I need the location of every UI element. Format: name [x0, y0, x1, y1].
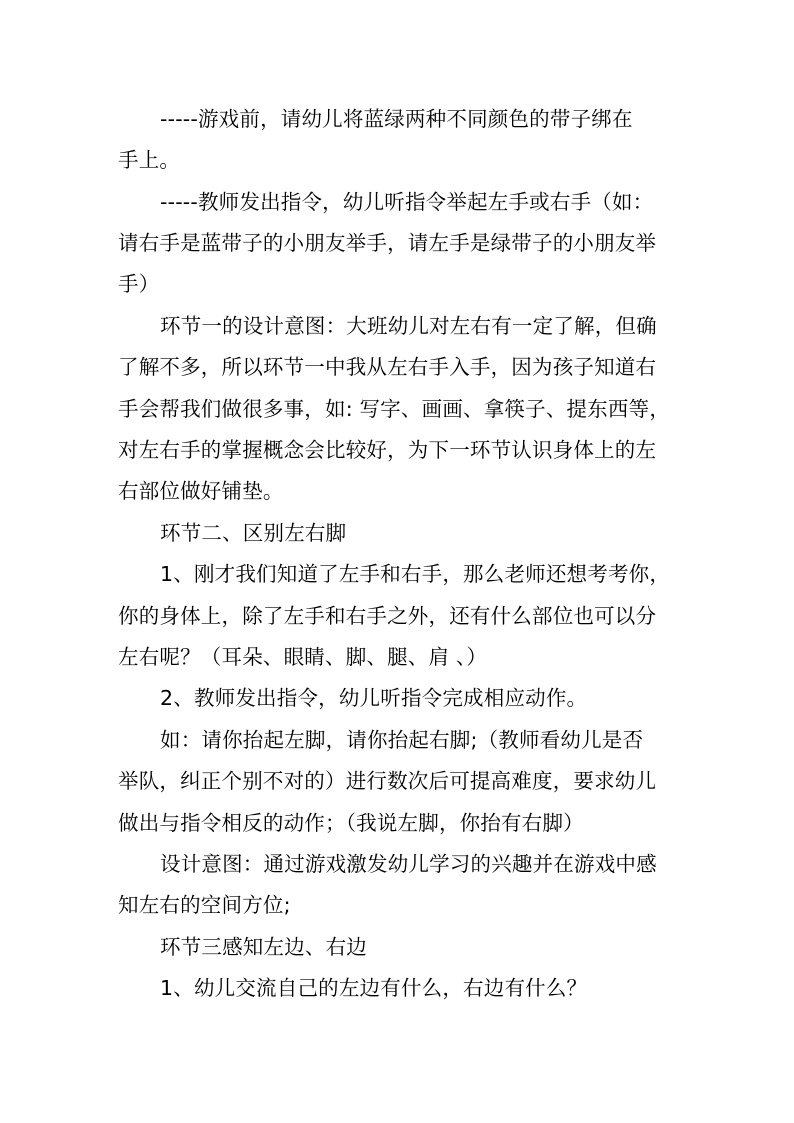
text-line: 如：请你抬起左脚，请你抬起右脚;（教师看幼儿是否 — [160, 728, 644, 752]
text-line: 左右呢？（耳朵、眼睛、脚、腿、肩 、） — [118, 645, 488, 669]
text-line: -----游戏前，请幼儿将蓝绿两种不同颜色的带子绑在 — [160, 107, 633, 131]
text-line: -----教师发出指令，幼儿听指令举起左手或右手（如： — [160, 190, 654, 214]
text-line: 你的身体上，除了左手和右手之外，还有什么部位也可以分 — [118, 604, 657, 628]
text-line: 设计意图：通过游戏激发幼儿学习的兴趣并在游戏中感 — [160, 852, 657, 876]
section-heading: 环节三感知左边、右边 — [160, 935, 367, 959]
text-line: 右部位做好铺垫。 — [118, 479, 284, 503]
text-line: 1、刚才我们知道了左手和右手，那么老师还想考考你， — [160, 562, 671, 586]
text-line: 知左右的空间方位; — [118, 893, 291, 917]
text-line: 环节一的设计意图：大班幼儿对左右有一定了解，但确 — [160, 314, 657, 338]
text-line: 手会帮我们做很多事，如: 写字、画画、拿筷子、提东西等， — [118, 397, 671, 421]
text-line: 请右手是蓝带子的小朋友举手，请左手是绿带子的小朋友举 — [118, 231, 657, 255]
text-line: 手上。 — [118, 148, 181, 172]
text-line: 2、教师发出指令，幼儿听指令完成相应动作。 — [160, 686, 588, 710]
text-line: 举队，纠正个别不对的）进行数次后可提高难度，要求幼儿 — [118, 769, 657, 793]
text-line: 手） — [118, 272, 160, 296]
text-line: 了解不多，所以环节一中我从左右手入手，因为孩子知道右 — [118, 355, 657, 379]
section-heading: 环节二、区别左右脚 — [160, 521, 347, 545]
text-line: 1、幼儿交流自己的左边有什么，右边有什么？ — [160, 976, 588, 1000]
text-line: 对左右手的掌握概念会比较好，为下一环节认识身体上的左 — [118, 438, 657, 462]
text-line: 做出与指令相反的动作；（我说左脚，你抬有右脚） — [118, 811, 584, 835]
